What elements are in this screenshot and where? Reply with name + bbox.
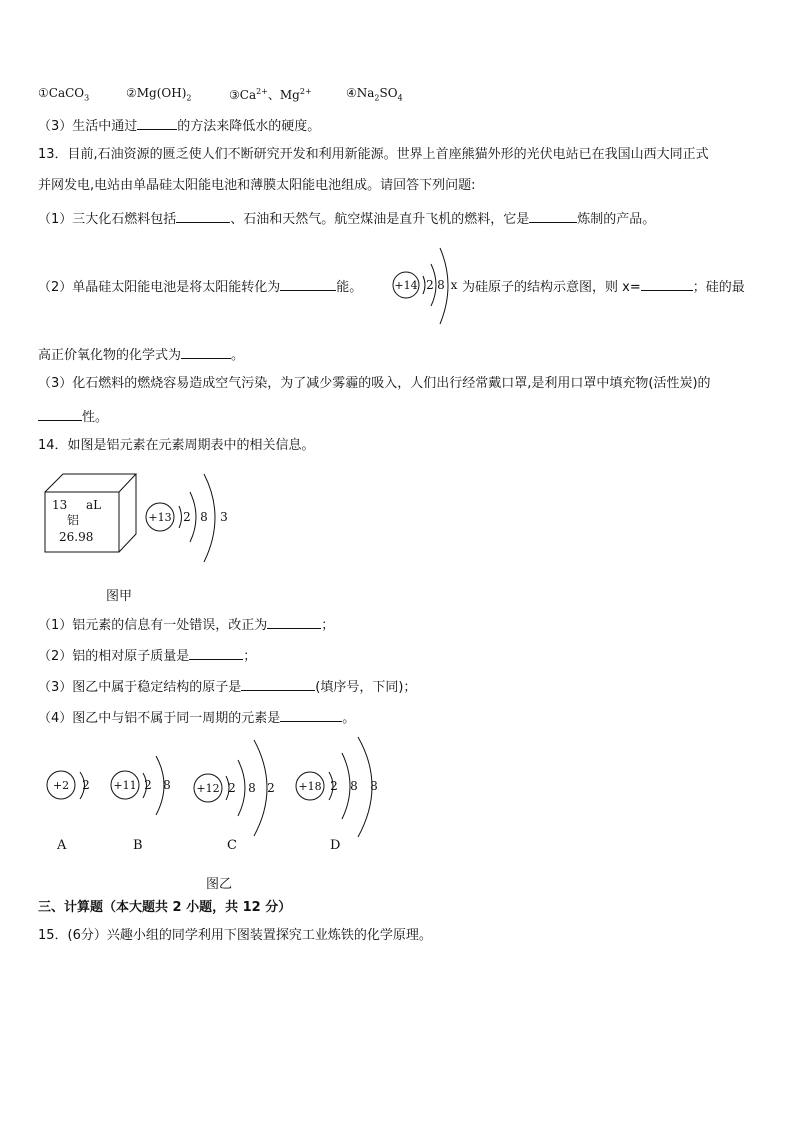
figure-jia-caption: 图甲 [106, 589, 133, 604]
q13-part3-line2: 性。 [38, 406, 108, 427]
shell-electron-count: 8 [163, 778, 171, 792]
atom-c-svg [192, 738, 292, 838]
nucleus-charge: +14 [394, 279, 418, 292]
shell-electron-count: 8 [248, 781, 256, 795]
shell-electron-count: 2 [330, 779, 338, 793]
answer-blank[interactable] [280, 707, 342, 722]
atomic-number: 13 [52, 498, 68, 512]
atom-d-svg [294, 735, 394, 840]
answer-blank[interactable] [267, 614, 321, 629]
atom-label-b: B [133, 838, 143, 853]
shell-electron-count: 2 [82, 778, 90, 792]
q13-part2-text-left: （2）单晶硅太阳能电池是将太阳能转化为 能。 [38, 276, 362, 297]
q13-intro-line2: 并网发电,电站由单晶硅太阳能电池和薄膜太阳能电池组成。请回答下列问题: [38, 178, 476, 193]
aluminum-atom-svg [144, 470, 234, 565]
shell-electron-count: 2 [144, 778, 152, 792]
shell-electron-count: 3 [220, 510, 228, 524]
shell-electron-count: x [450, 278, 458, 292]
electron-shell-arc [190, 492, 196, 542]
electron-shell-arc [423, 276, 425, 294]
silicon-atom-svg [390, 240, 460, 330]
answer-blank[interactable] [641, 276, 693, 291]
electron-shell-arc [254, 740, 267, 836]
element-name: 铝 [67, 513, 80, 527]
q13-intro-line1: 13．目前,石油资源的匮乏使人们不断研究开发和利用新能源。世界上首座熊猫外形的光伏电站已在我国山西大同正式 [38, 147, 709, 162]
electron-shell-arc [238, 760, 245, 816]
periodic-cell-svg [38, 470, 138, 560]
shell-electron-count: 2 [267, 781, 275, 795]
q14-intro: 14．如图是铝元素在元素周期表中的相关信息。 [38, 438, 315, 453]
shell-electron-count: 2 [183, 510, 191, 524]
nucleus-charge: +11 [113, 779, 137, 792]
answer-blank[interactable] [38, 406, 82, 421]
nucleus-charge: +2 [52, 779, 70, 792]
nucleus-charge: +13 [148, 511, 172, 524]
periodic-table-cell [38, 470, 138, 564]
q13-part1: （1）三大化石燃料包括 、石油和天然气。航空煤油是直升飞机的燃料，它是 炼制的产品。 [38, 208, 655, 229]
atom-a-svg [46, 755, 96, 815]
cell-top-face [45, 474, 136, 492]
q14-part4: （4）图乙中与铝不属于同一周期的元素是 。 [38, 707, 355, 728]
answer-blank[interactable] [189, 645, 243, 660]
q15-text: 15．(6分）兴趣小组的同学利用下图装置探究工业炼铁的化学原理。 [38, 928, 432, 943]
figure-yi-caption: 图乙 [206, 877, 233, 892]
answer-blank[interactable] [280, 276, 336, 291]
nucleus-charge: +12 [196, 782, 220, 795]
atom-b-diagram [110, 748, 190, 827]
q13-part2-text-right: 为硅原子的结构示意图，则 x= ；硅的最 [462, 276, 745, 297]
q14-part3: （3）图乙中属于稳定结构的原子是 (填序号，下同)； [38, 676, 416, 697]
q14-part2: （2）铝的相对原子质量是 ； [38, 645, 256, 666]
answer-blank[interactable] [529, 208, 577, 223]
electron-shell-arc [179, 506, 182, 528]
answer-blank[interactable] [241, 676, 315, 691]
atom-label-d: D [330, 838, 341, 853]
element-symbol: aL [86, 498, 102, 512]
option-1: ①CaCO$_3$ [38, 86, 90, 103]
option-3: $③Ca^{2+}$、$Mg^{2+}$ [229, 87, 312, 102]
electron-shell-arc [342, 753, 350, 819]
aluminum-atom-diagram [144, 470, 234, 569]
option-4: $④Na_2SO_4$ [346, 86, 403, 103]
answer-blank[interactable] [137, 115, 177, 130]
cell-side-face [119, 474, 136, 552]
shell-electron-count: 8 [437, 278, 445, 292]
atom-label-c: C [227, 838, 237, 853]
atom-d-diagram [294, 735, 394, 844]
shell-electron-count: 2 [228, 781, 236, 795]
silicon-atom-diagram [390, 240, 460, 334]
answer-blank[interactable] [181, 344, 231, 359]
nucleus-charge: +18 [298, 780, 322, 793]
shell-electron-count: 8 [350, 779, 358, 793]
atom-c-diagram [192, 738, 292, 842]
shell-electron-count: 2 [426, 278, 434, 292]
q12-part3: （3）生活中通过 的方法来降低水的硬度。 [38, 115, 320, 136]
atom-label-a: A [57, 838, 67, 853]
answer-blank[interactable] [176, 208, 230, 223]
atom-b-svg [110, 748, 190, 823]
section-3-heading: 三、计算题（本大题共 2 小题，共 12 分） [38, 900, 292, 915]
q14-part1: （1）铝元素的信息有一处错误，改正为 ； [38, 614, 334, 635]
option-2: $②Mg(OH)_2$ [126, 86, 192, 103]
shell-electron-count: 8 [200, 510, 208, 524]
atomic-mass: 26.98 [59, 530, 94, 544]
atom-a-diagram [46, 755, 96, 819]
q13-part3: （3）化石燃料的燃烧容易造成空气污染，为了减少雾霾的吸入，人们出行经常戴口罩,是利用口罩中填充物(活性炭)的 [38, 376, 711, 391]
q13-part2-line2: 高正价氧化物的化学式为 。 [38, 344, 244, 365]
shell-electron-count: 8 [370, 779, 378, 793]
